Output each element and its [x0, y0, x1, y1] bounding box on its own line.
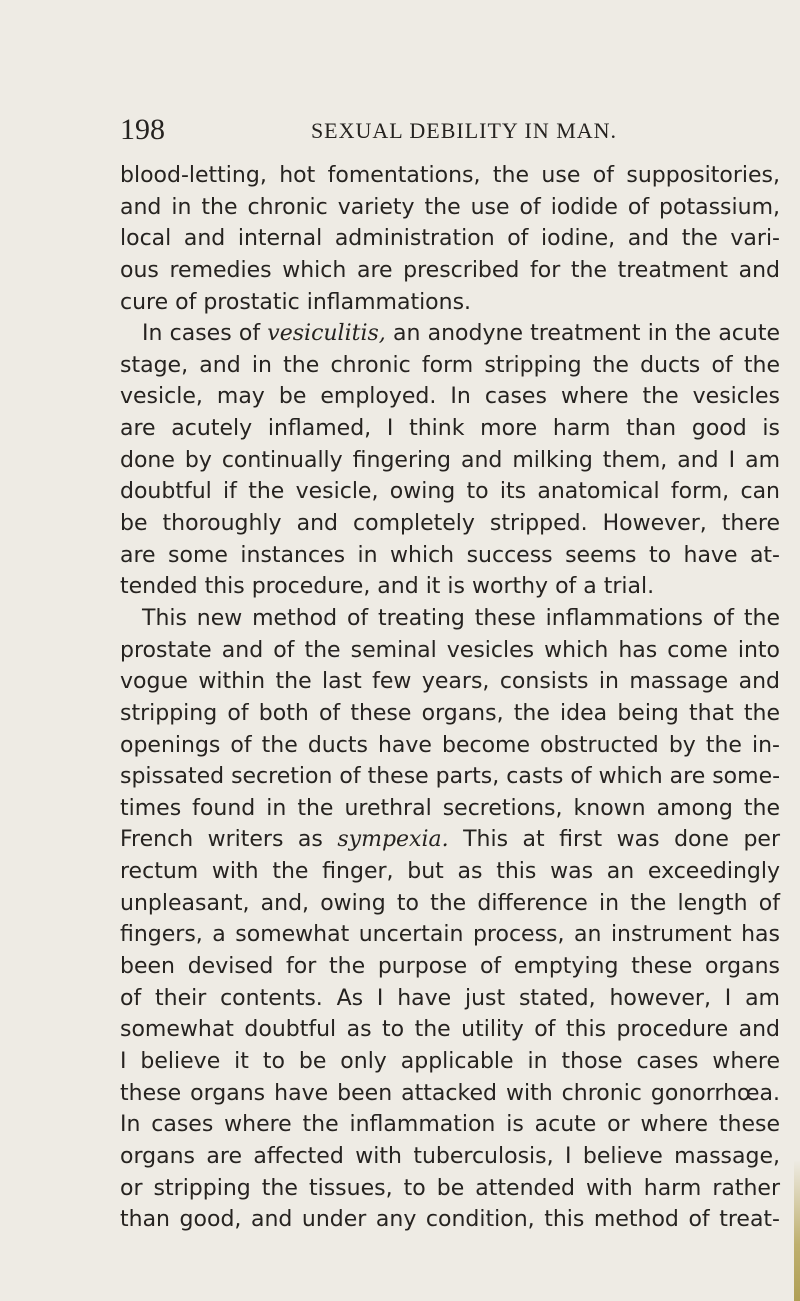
text-line [120, 1046, 780, 1078]
text-run: blood-letting, hot fomentations, the use of suppositories, [120, 163, 780, 188]
text-run: tended this procedure, and it is worthy of a trial. [120, 574, 655, 600]
text-run: local and internal administration of iodine, and the vari- [120, 226, 780, 252]
text-line [120, 571, 780, 603]
text-line [120, 223, 780, 255]
text-line [120, 413, 780, 445]
text-line [120, 951, 780, 983]
text-line [120, 1078, 780, 1110]
text-run: times found in the urethral secretions, known among the [120, 795, 780, 821]
text-run: This at first was done per [448, 827, 781, 853]
text-run: somewhat doubtful as to the utility of this procedure and [120, 1017, 780, 1043]
text-run: rectum with the finger, but as this was an exceedingly [120, 859, 780, 885]
text-line [120, 1204, 780, 1236]
text-line [120, 698, 780, 730]
text-run: organs are affected with tuberculosis, I believe massage, [120, 1143, 780, 1169]
text-run: than good, and under any condition, this method of treat- [120, 1207, 780, 1233]
text-line [120, 793, 780, 825]
text-line [120, 508, 780, 540]
text-line [120, 1014, 780, 1046]
text-run: In cases of [142, 321, 268, 347]
italic-term: sympexia. [337, 827, 449, 853]
text-run: be thoroughly and completely stripped. However, there [120, 511, 780, 537]
text-line [120, 1141, 780, 1173]
text-run: or stripping the tissues, to be attended with harm rather [120, 1175, 780, 1201]
text-run: stage, and in the chronic form stripping the ducts of the [120, 352, 780, 378]
text-line [120, 287, 780, 319]
text-run: these organs have been attacked with chronic gonorrhœa. [120, 1080, 780, 1106]
text-line [120, 381, 780, 413]
text-line [120, 192, 780, 224]
text-run: fingers, a somewhat uncertain process, an instrument has [120, 922, 780, 948]
text-run: In cases where the inflammation is acute or where these [120, 1112, 780, 1138]
text-run: spissated secretion of these parts, casts of which are some- [120, 764, 781, 790]
text-run: been devised for the purpose of emptying these organs [120, 954, 780, 980]
text-run: an anodyne treatment in the acute [385, 321, 780, 347]
page-number: 198 [120, 113, 165, 146]
text-line [120, 1173, 780, 1205]
text-line [120, 919, 780, 951]
body-text [120, 160, 780, 1236]
text-line [120, 350, 780, 382]
text-run: openings of the ducts have become obstructed by the in- [120, 732, 780, 758]
text-run: vesicle, may be employed. In cases where the vesicles [120, 384, 780, 410]
text-run: This new method of treating these inflammations of the [142, 605, 780, 631]
text-line [120, 761, 780, 793]
text-line [120, 730, 780, 762]
text-line [120, 445, 780, 477]
text-line [120, 635, 780, 667]
text-line [120, 888, 780, 920]
text-line [120, 255, 780, 287]
text-run: and in the chronic variety the use of iodide of potassium, [120, 194, 780, 220]
text-run: unpleasant, and, owing to the difference in the length of [120, 890, 780, 916]
text-line [120, 603, 780, 635]
text-run: doubtful if the vesicle, owing to its anatomical form, can [120, 479, 780, 505]
text-line [120, 856, 780, 888]
text-run: of their contents. As I have just stated, however, I am [120, 985, 780, 1011]
text-line [120, 666, 780, 698]
text-run: cure of prostatic inflammations. [120, 289, 472, 315]
running-head: SEXUAL DEBILITY IN MAN. [310, 118, 618, 143]
text-line [120, 318, 780, 350]
italic-term: vesiculitis, [267, 321, 386, 347]
text-line [120, 824, 780, 856]
page-header [120, 112, 780, 148]
text-run: ous remedies which are prescribed for the treatment and [120, 257, 780, 283]
text-line [120, 540, 780, 572]
text-line [120, 160, 780, 192]
text-run: vogue within the last few years, consists in massage and [120, 669, 780, 695]
text-line [120, 983, 780, 1015]
text-line [120, 1109, 780, 1141]
text-line [120, 476, 780, 508]
text-run: are some instances in which success seems to have at- [120, 542, 780, 568]
text-run: French writers as [120, 827, 338, 853]
text-run: I believe it to be only applicable in those cases where [120, 1048, 780, 1074]
text-run: prostate and of the seminal vesicles which has come into [120, 637, 780, 663]
page-edge-stain [794, 1160, 800, 1301]
text-run: are acutely inflamed, I think more harm than good is [120, 416, 780, 442]
text-run: done by continually fingering and milking them, and I am [120, 447, 780, 473]
text-run: stripping of both of these organs, the idea being that the [120, 700, 780, 726]
